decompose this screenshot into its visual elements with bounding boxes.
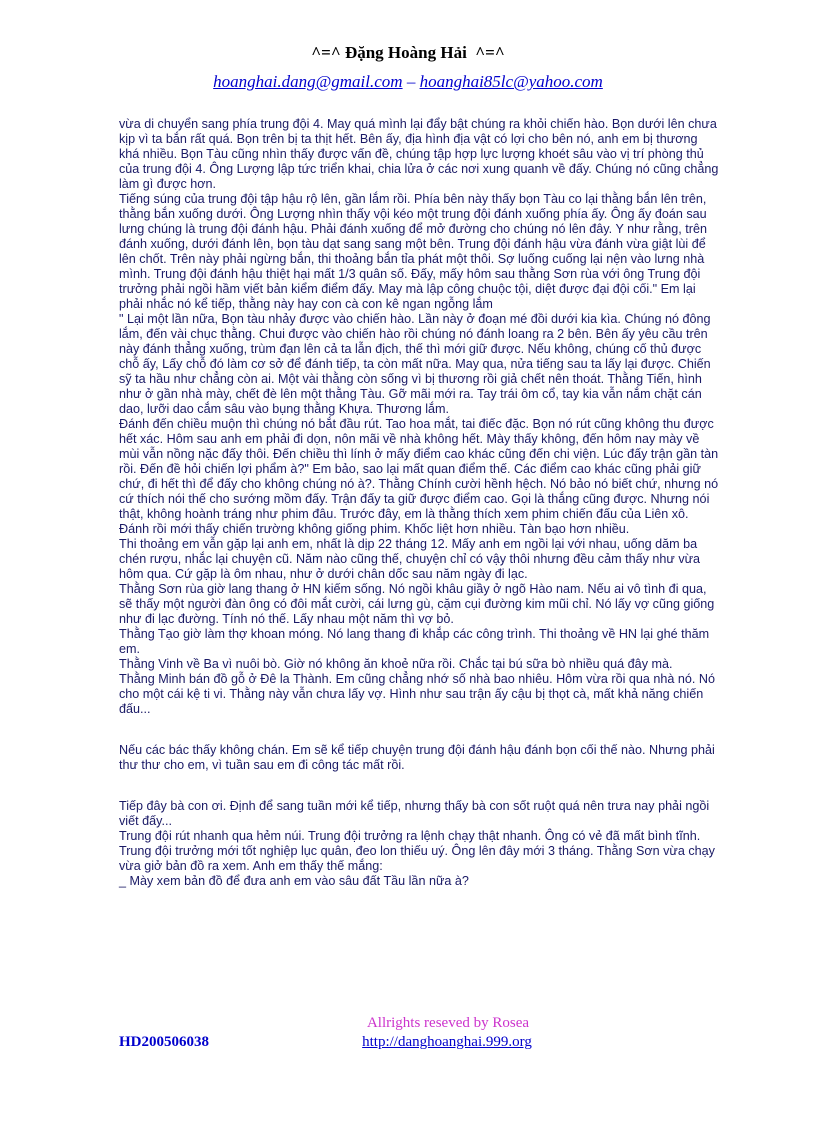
story-body	[119, 117, 719, 889]
paragraph: Tiếng súng của trung đội tập hậu rộ lên, gần lắm rồi. Phía bên này thấy bọn Tàu co lại thằng bắn lên trên, thằng bắn xuống dưới. Ông Lượng nhìn thấy vội kéo một trung đội đánh xuống phía ấy. Ông ấy đoán sau lưng chúng là trung đội đánh hậu. Phải đánh xuống để mở đường cho chúng nó lên đây. Y như rằng, trên đánh xuống, dưới đánh lên, bọn tàu dạt sang sang một bên. Trung đội đánh hậu vừa đánh vừa giật lùi để lên chốt. Trên này phải ngừng bắn, thi thoảng bắn tỉa phát một thôi. Sợ luống cuống lại nện vào lưng nhà mình. Trung đội đánh hậu thiệt hại mất 1/3 quân số. Đấy, mấy hôm sau thằng Sơn rùa với ông Trung đội trưởng phải ngồi hầm viết bản kiểm điểm đấy. May mà lập công chuộc tội, diệt được đại đội cối." Em lại phải nhắc nó kể tiếp, thằng này hay con cà con kê ngan ngỗng lắm	[119, 192, 707, 311]
email-link-gmail[interactable]: hoanghai.dang@gmail.com	[213, 72, 403, 91]
paragraph: " Lại một lần nữa, Bọn tàu nhảy được vào chiến hào. Lần này ở đoạn mé đồi dưới kia kìa. Chúng nó đông lắm, đến vài chục thằng. Chui được vào chiến hào rồi chúng nó đánh loang ra 2 bên. Bên ấy yêu cầu trên này đánh thẳng xuống, trùm đạn lên cả ta lẫn địch, thế thì mới giữ được. Nếu không, chúng cố thủ được chỗ ấy, Lấy chỗ đó làm cơ sở để đánh tiếp, ta còn mất nữa. May qua, nửa tiếng sau ta lấy lại được. Chiến sỹ ta hầu như chẳng còn ai. Một vài thằng còn sống vì bị thương rồi giả chết nên thoát. Thằng Tiến, hình như ở gần nhà mày, chết đè lên một thằng Tàu. Gỡ mãi mới ra. Tay trái ôm cổ, tay kia vẫn nắm chặt cán dao, lưỡi dao cắm sâu vào bụng thằng Khựa. Thương lắm.	[119, 312, 711, 416]
paragraph: Thằng Sơn rùa giờ lang thang ở HN kiếm sống. Nó ngồi khâu giầy ở ngõ Hào nam. Nếu ai vô tình đi qua, sẽ thấy một người đàn ông có đôi mắt cười, cái lưng gù, cặm cụi đường kim mũi chỉ. Nó lấy vợ cũng giống như đi lạc đường. Tính nó thế. Lấy nhau một năm thì vợ bỏ.	[119, 582, 715, 626]
paragraph: Nếu các bác thấy không chán. Em sẽ kể tiếp chuyện trung đội đánh hậu đánh bọn cối thế nào. Nhưng phải thư thư cho em, vì tuần sau em đi công tác mất rồi.	[119, 743, 715, 772]
paragraph: Thằng Tạo giờ làm thợ khoan móng. Nó lang thang đi khắp các công trình. Thi thoảng về HN lại ghé thăm em.	[119, 627, 710, 656]
paragraph: Tiếp đây bà con ơi. Định để sang tuần mới kể tiếp, nhưng thấy bà con sốt ruột quá nên trưa nay phải ngồi viết đấy...	[119, 799, 710, 828]
paragraph: Thằng Minh bán đồ gỗ ở Đê la Thành. Em cũng chẳng nhớ số nhà bao nhiêu. Hôm vừa rồi qua nhà nó. Nó cho một cái kệ ti vi. Thằng này vẫn chưa lấy vợ. Hình như sau trận ấy cậu bị thọt cà, mất khả năng chiến đấu...	[119, 672, 716, 716]
paragraph: Đánh đến chiều muộn thì chúng nó bắt đầu rút. Tao hoa mắt, tai điếc đặc. Bọn nó rút cũng không thu được hết xác. Hôm sau anh em phải đi dọn, nôn mãi về nhà không hết. Mày thấy không, đến hôm nay mày về mùi vẫn nồng nặc đấy thôi. Đến chiều thì lính ở mấy điểm cao khác cũng đến chi viện. Lúc đấy trận gần tàn rồi. Đến đề hỏi chiến lợi phẩm à?" Em bảo, sao lại mất quan điểm thế. Các điểm cao khác cũng phải giữ chứ, đi hết thì để đấy cho không chúng nó à?. Thằng Chính cười hềnh hệch. Nó bảo nó biết chứ, nhưng nó cứ thích nói thế cho sướng mồm đấy. Trận đấy ta giữ được điểm cao. Gọi là thắng cũng được. Nhưng nói thật, không hoành tráng như phim đâu. Trước đây, em là thằng thích xem phim chiến đấu của Liên xô. Đánh rồi mới thấy chiến trường không giống phim. Khốc liệt hơn nhiều. Tàn bạo hơn nhiều.	[119, 417, 719, 536]
author-title: ^=^ Đặng Hoàng Hải ^=^	[311, 43, 505, 62]
paragraph: _ Mày xem bản đồ để đưa anh em vào sâu đất Tầu lần nữa à?	[119, 874, 469, 888]
paragraph: vừa di chuyển sang phía trung đội 4. May quá mình lại đẩy bật chúng ra khỏi chiến hào. Bọn dưới lên chưa kịp vì ta bắn rất quá. Bọn trên bị ta thịt hết. Bên ấy, địa hình địa vật có lợi cho bên nó, anh em bị thương khá nhiều. Bọn Tàu cũng nhìn thấy được vấn đề, chúng tập hợp lực lượng khoét sâu vào vị trí phòng thủ của trung đội 4. Ông Lượng lập tức triển khai, chia lửa ở các nơi xung quanh về đấy. Chúng nó cũng chẳng làm gì được hơn.	[119, 117, 719, 191]
paragraph: Trung đội rút nhanh qua hẻm núi. Trung đội trưởng ra lệnh chạy thật nhanh. Ông có vẻ đã mất bình tĩnh. Trung đội trưởng mới tốt nghiệp lục quân, đeo lon thiếu uý. Ông lên đây mới 3 tháng. Thằng Sơn vừa chạy vừa giở bản đồ ra xem. Anh em thấy thế mắng:	[119, 829, 715, 873]
website-link[interactable]: http://danghoanghai.999.org	[362, 1034, 532, 1050]
paragraph-gap	[119, 717, 719, 743]
author-emails	[0, 72, 816, 92]
paragraph-gap	[119, 773, 719, 799]
paragraph: Thằng Vinh về Ba vì nuôi bò. Giờ nó không ăn khoẻ nữa rồi. Chắc tại bú sữa bò nhiều quá đây mà.	[119, 657, 673, 671]
document-code: HD200506038	[119, 1034, 209, 1050]
paragraph: Thi thoảng em vẫn gặp lại anh em, nhất là dịp 22 tháng 12. Mấy anh em ngồi lại với nhau, uống dăm ba chén rượu, nhắc lại chuyện cũ. Năm nào cũng thế, chuyện chỉ có vậy thôi nhưng đều cảm thấy như vừa hôm qua. Cứ gặp là ôm nhau, như ở dưới chân dốc sau năm ngày đi lạc.	[119, 537, 701, 581]
rights-notice: Allrights reseved by Rosea	[366, 1015, 530, 1031]
email-separator: –	[402, 72, 420, 91]
email-link-yahoo[interactable]: hoanghai85lc@yahoo.com	[419, 72, 603, 91]
